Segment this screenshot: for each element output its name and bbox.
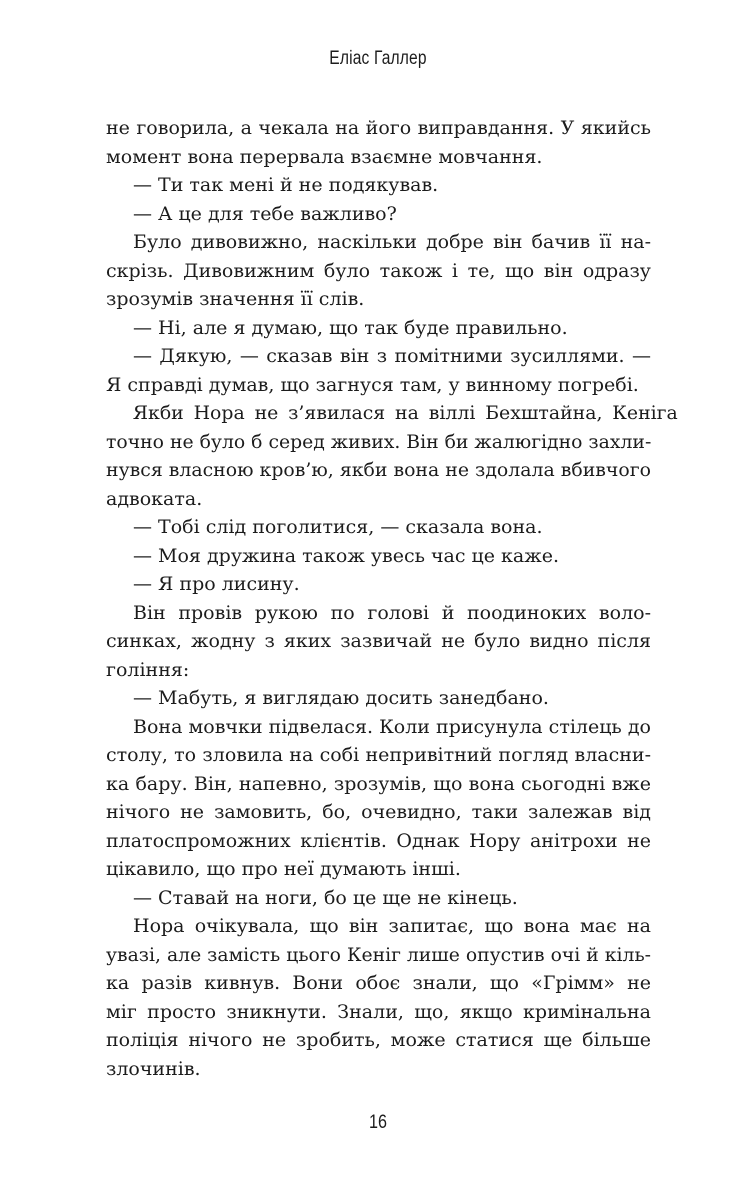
text-line: — Ставай на ноги, бо це ще не кінець. bbox=[133, 886, 518, 909]
text-line: зрозумів значення її слів. bbox=[106, 288, 365, 310]
text-line: — Дякую, — сказав він з помітними зусиллями. — bbox=[133, 345, 651, 367]
text-line: — Ти так мені й не подякував. bbox=[133, 174, 439, 196]
text-line: нувся власною кров’ю, якби вона не здолала вбивчого bbox=[106, 459, 651, 481]
text-line: ка бару. Він, напевно, зрозумів, що вона сьогодні вже bbox=[106, 772, 651, 795]
body-text bbox=[106, 114, 678, 1083]
text-line: столу, то зловила на собі непривітний погляд власни- bbox=[106, 744, 651, 766]
text-line: Нора очікувала, що він запитає, що вона має на bbox=[133, 915, 651, 937]
text-line: не говорила, а чекала на його виправдання. У якийсь bbox=[106, 117, 651, 139]
text-line: — Мабуть, я виглядаю досить занедбано. bbox=[133, 687, 549, 709]
text-line: гоління: bbox=[106, 658, 190, 681]
text-line: міг просто зникнути. Знали, що, якщо кримінальна bbox=[106, 1000, 651, 1023]
text-line: злочинів. bbox=[106, 1057, 201, 1080]
text-line: ка разів кивнув. Вони обоє знали, що «Грімм» не bbox=[106, 972, 651, 994]
text-line: — Моя дружина також увесь час це каже. bbox=[133, 544, 560, 567]
text-line: увазі, але замість цього Кеніг лише опустив очі й кіль- bbox=[106, 943, 651, 966]
text-line: Вона мовчки підвелася. Коли присунула стілець до bbox=[133, 715, 651, 738]
text-line: — Я про лисину. bbox=[133, 573, 300, 595]
text-line: Він провів рукою по голові й поодиноких воло- bbox=[133, 601, 651, 624]
text-line: — Ні, але я думаю, що так буде правильно. bbox=[133, 316, 568, 339]
text-line: Я справді думав, що загнуся там, у винному погребі. bbox=[106, 373, 639, 396]
text-line: момент вона перервала взаємне мовчання. bbox=[106, 145, 543, 168]
text-line: нічого не замовить, бо, очевидно, таки залежав від bbox=[106, 801, 651, 823]
text-line: синках, жодну з яких зазвичай не було видно після bbox=[106, 630, 651, 652]
text-line: платоспроможних клієнтів. Однак Нору анітрохи не bbox=[106, 829, 651, 852]
text-line: поліція нічого не зробить, може статися ще більше bbox=[106, 1029, 651, 1051]
text-line: точно не було б серед живих. Він би жалюгідно захли- bbox=[106, 430, 651, 453]
text-line: скрізь. Дивовижним було також і те, що він одразу bbox=[106, 259, 651, 282]
page-number: 16 bbox=[369, 1112, 387, 1133]
text-line: — А це для тебе важливо? bbox=[133, 202, 397, 225]
text-line: Якби Нора не з’явилася на віллі Бехштайна, Кеніга bbox=[132, 402, 678, 424]
text-line: адвоката. bbox=[106, 487, 203, 510]
text-line: цікавило, що про неї думають інші. bbox=[106, 858, 461, 880]
text-line: — Тобі слід поголитися, — сказала вона. bbox=[133, 516, 543, 538]
text-line: Було дивовижно, наскільки добре він бачив її на- bbox=[133, 231, 651, 253]
running-header-author: Еліас Галлер bbox=[329, 48, 427, 69]
